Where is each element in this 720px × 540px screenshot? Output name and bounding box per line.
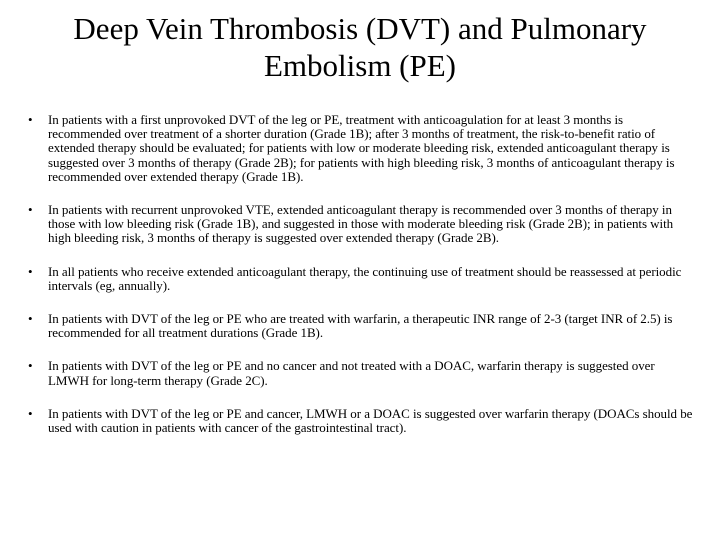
bullet-icon: • <box>28 263 33 279</box>
list-item <box>28 312 696 340</box>
bullet-text: In patients with DVT of the leg or PE who are treated with warfarin, a therapeutic INR range of 2-3 (target INR of 2.5) is recommended for all treatment durations (Grade 1B). <box>48 311 673 341</box>
list-item <box>28 203 696 246</box>
list-item <box>28 265 696 293</box>
slide-title: Deep Vein Thrombosis (DVT) and Pulmonary Embolism (PE) <box>73 11 647 83</box>
bullet-list <box>28 113 696 454</box>
bullet-icon: • <box>28 112 33 127</box>
bullet-text: In patients with DVT of the leg or PE and cancer, LMWH or a DOAC is suggested over warfarin therapy (DOACs should be used with caution in patients with cancer of the gastrointestinal tract). <box>48 405 693 436</box>
bullet-icon: • <box>28 405 33 421</box>
bullet-text: In patients with recurrent unprovoked VTE, extended anticoagulant therapy is recommended over 3 months of therapy in those with low bleeding risk (Grade 1B), and suggested in those with moderate bleeding risk (Grade 2B); in patients with high bleeding risk, 3 months of therapy is suggested over extended therapy (Grade 2B). <box>48 202 674 246</box>
bullet-text: In patients with DVT of the leg or PE and no cancer and not treated with a DOAC, warfarin therapy is suggested over LMWH for long-term therapy (Grade 2C). <box>48 358 655 388</box>
list-item <box>28 359 696 387</box>
bullet-text: In all patients who receive extended anticoagulant therapy, the continuing use of treatment should be reassessed at periodic intervals (eg, annually). <box>48 263 682 293</box>
list-item <box>28 407 696 435</box>
bullet-icon: • <box>28 311 33 327</box>
bullet-text: In patients with a first unprovoked DVT of the leg or PE, treatment with anticoagulation for at least 3 months is recommended over treatment of a shorter duration (Grade 1B); after 3 months of treatment, the risk-to-benefit ratio of extended therapy should be evaluated; for patients with low or moderate bleeding risk, extended anticoagulant therapy is suggested over 3 months of therapy (Grade 2B); for patients with high bleeding risk, 3 months of anticoagulant therapy is recommended over extended therapy (Grade 1B). <box>48 112 675 184</box>
list-item <box>28 113 696 184</box>
bullet-icon: • <box>28 202 33 218</box>
bullet-icon: • <box>28 358 33 374</box>
